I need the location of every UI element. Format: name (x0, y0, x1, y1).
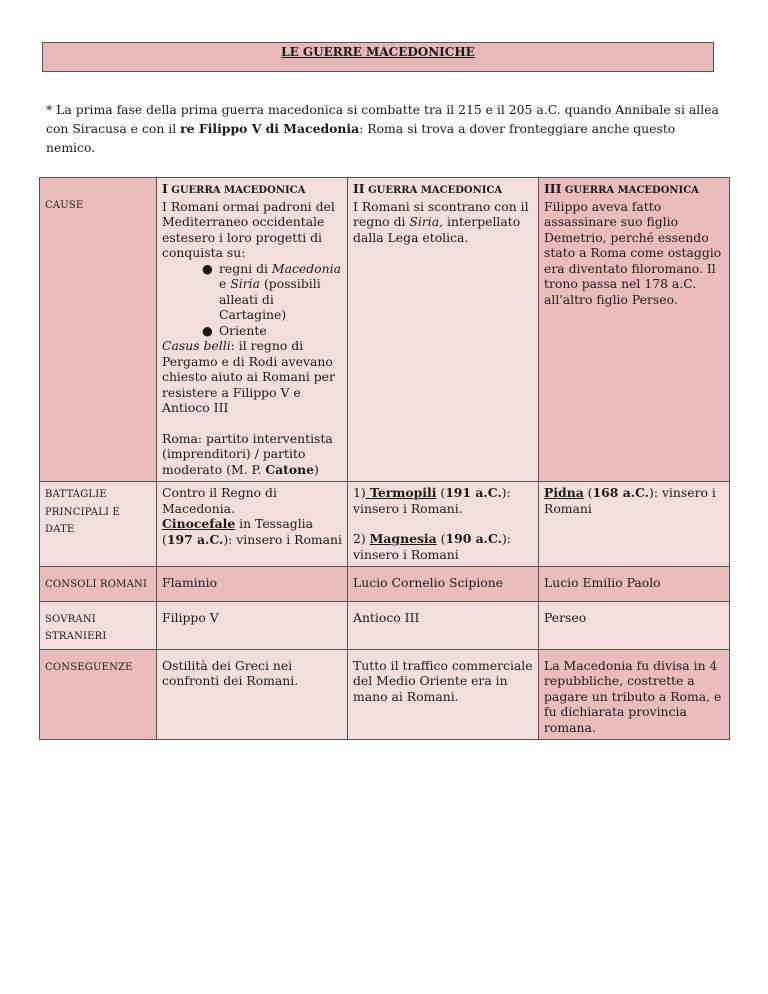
cause-1-roma: Roma: partito interventista (imprenditori) / partito moderato (M. P. Catone) (162, 430, 333, 477)
row-label-sovrani: SOVRANI STRANIERI (45, 613, 107, 642)
column-header-war-3: III GUERRA MACEDONICA (544, 181, 699, 196)
intro-text-1: * La prima fase della prima guerra macedonica si combatte tra il 215 e il 205 a.C. quando Annibale si allea con Siracusa e con il (46, 102, 719, 136)
cause-1-casus-belli: Casus belli: il regno di Pergamo e di Rodi avevano chiesto aiuto ai Romani per resistere a Filippo V e Antioco III (162, 338, 335, 415)
row-header-battaglie (40, 482, 157, 567)
row-label-battaglie: BATTAGLIE PRINCIPALI E DATE (45, 489, 121, 535)
cell-cause-war-2 (348, 178, 539, 482)
document-title: LE GUERRE MACEDONICHE (281, 45, 475, 59)
table-row-conseguenze (40, 649, 730, 740)
cell-conseguenze-war-1: Ostilità dei Greci nei confronti dei Romani. (157, 649, 348, 740)
table-row-consoli (40, 567, 730, 602)
cell-conseguenze-war-3: La Macedonia fu divisa in 4 repubbliche, costrette a pagare un tributo a Roma, e fu dichiarata provincia romana. (539, 649, 730, 740)
table-row-cause (40, 178, 730, 482)
cell-battaglie-war-3: Pidna (168 a.C.): vinsero i Romani (539, 482, 730, 567)
intro-bold-king: re Filippo V di Macedonia (180, 121, 360, 136)
row-label-cause: CAUSE (45, 200, 84, 211)
cell-consoli-war-2: Lucio Cornelio Scipione (348, 567, 539, 602)
cause-1-list (162, 261, 342, 339)
row-header-cause (40, 178, 157, 482)
table-row-battaglie (40, 482, 730, 567)
list-item: ● regni di Macedonia e Siria (possibili alleati di Cartagine) (202, 260, 341, 322)
row-header-conseguenze (40, 649, 157, 740)
table-row-sovrani (40, 601, 730, 649)
column-header-war-2: II GUERRA MACEDONICA (353, 181, 503, 196)
cell-sovrani-war-2: Antioco III (348, 601, 539, 649)
intro-paragraph (46, 100, 726, 157)
cell-battaglie-war-1: Contro il Regno di Macedonia. Cinocefale in Tessaglia (197 a.C.): vinsero i Romani (157, 482, 348, 567)
column-header-war-1: I GUERRA MACEDONICA (162, 181, 306, 196)
cell-sovrani-war-3: Perseo (539, 601, 730, 649)
cause-1-intro: I Romani ormai padroni del Mediterraneo occidentale estesero i loro progetti di conquista su: (162, 198, 335, 260)
cell-battaglie-war-2: 1) Termopili (191 a.C.): vinsero i Romani. 2) Magnesia (190 a.C.): vinsero i Romani (348, 482, 539, 567)
cause-2-text: I Romani si scontrano con il regno di Siria, interpellato dalla Lega etolica. (353, 198, 529, 245)
list-item: ● Oriente (202, 322, 267, 338)
row-header-consoli (40, 567, 157, 602)
cell-sovrani-war-1: Filippo V (157, 601, 348, 649)
cell-conseguenze-war-2: Tutto il traffico commerciale del Medio Oriente era in mano ai Romani. (348, 649, 539, 740)
row-header-sovrani (40, 601, 157, 649)
cell-cause-war-1 (157, 178, 348, 482)
wars-table (39, 177, 730, 740)
cell-consoli-war-1: Flaminio (157, 567, 348, 602)
intro-text-2: : Roma si trova a dover fronteggiare anche questo nemico. (46, 121, 676, 155)
cause-3-text: Filippo aveva fatto assassinare suo figlio Demetrio, perché essendo stato a Roma come ostaggio era diventato filoromano. Il trono passa nel 178 a.C. all'altro figlio Perseo. (544, 198, 722, 307)
cell-consoli-war-3: Lucio Emilio Paolo (539, 567, 730, 602)
row-label-consoli: CONSOLI ROMANI (45, 579, 148, 590)
cell-cause-war-3 (539, 178, 730, 482)
row-label-conseguenze: CONSEGUENZE (45, 661, 133, 673)
document-title-box (42, 42, 714, 72)
